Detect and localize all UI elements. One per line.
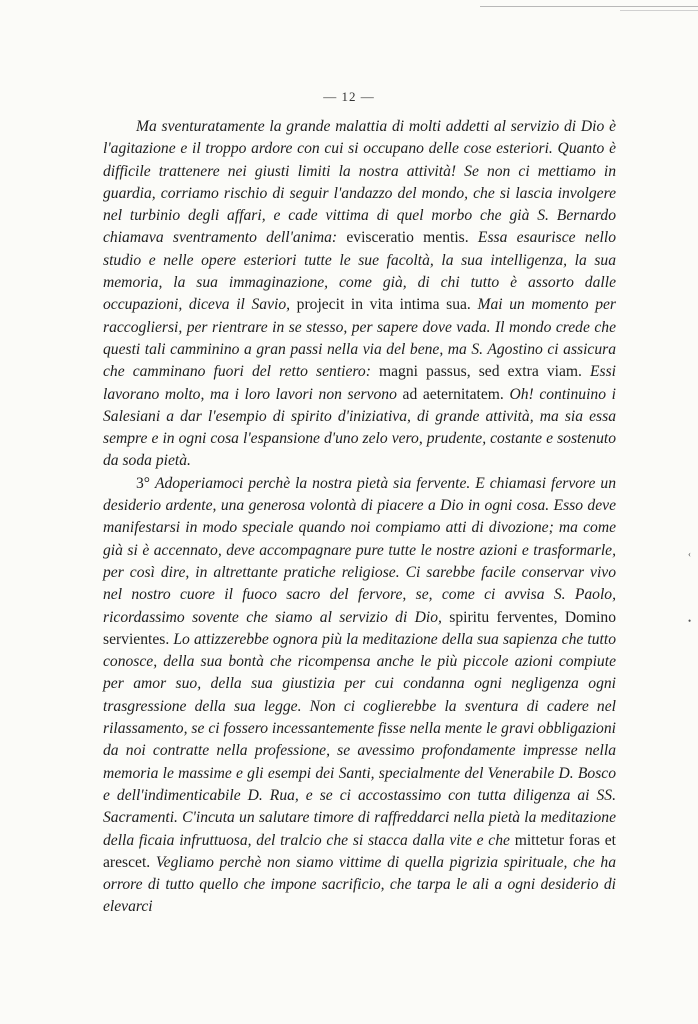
latin-quote: evisceratio mentis. (346, 229, 469, 247)
margin-speck: ‹ (688, 549, 691, 559)
body-text (103, 116, 616, 919)
paragraph (103, 116, 616, 473)
scan-edge-line (480, 6, 698, 9)
margin-speck: • (688, 616, 692, 626)
text-run: Oh! continuino i Salesiani a dar l'esempio di spirito d'iniziativa, di grande attività, ma sia essa sempre e in ogni cosa l'espansione d'uno zelo vero, prudente, costante e sostenuto da soda pietà. (103, 385, 616, 470)
text-run: Mai un momento per raccogliersi, per rientrare in se stesso, per sapere dove vada. Il mondo crede che questi tali camminino a gran passi nella via del bene, ma S. Agostino ci assicura che camminano fuori del retto sentiero: (103, 296, 616, 381)
latin-quote: projecit in vita intima sua. (296, 296, 471, 314)
scan-edge-line (620, 10, 698, 12)
item-number: 3° (136, 474, 155, 492)
text-run: Vegliamo perchè non siamo vittime di quella pigrizia spirituale, che ha orrore di tutto quello che impone sacrificio, che tarpa le ali a ogni desiderio di elevarci (103, 853, 616, 916)
text-run: Essi lavorano molto, ma i loro lavori non servono (103, 363, 616, 403)
text-run: Adoperiamoci perchè la nostra pietà sia fervente. E chiamasi fervore un desiderio ardente, una generosa volontà di piacere a Dio in ogni cosa. Esso deve manifestarsi in modo speciale quando noi compiamo atti di divozione; ma come già si è accennato, deve accompagnare pure tutte le nostre azioni e trasformarle, per così dire, in altrettante pratiche religiose. Ci sarebbe facile conservar vivo nel nostro cuore il fuoco sacro del fervore, se, come ci avvisa S. Paolo, ricordassimo sovente che siamo al servizio di Dio, (103, 474, 616, 626)
latin-quote: magni passus, sed extra viam. (378, 363, 582, 381)
paragraph (103, 473, 616, 919)
text-run: Lo attizzerebbe ognora più la meditazione della sua sapienza che tutto conosce, della sua bontà che ricompensa anche le più piccole azioni compiute per amor suo, della sua giustizia per cui condanna ogni negligenza ogni trasgressione della sua legge. Non ci coglierebbe la sventura di cadere nel rilassamento, se ci fossero incessantemente fisse nella mente le gravi obbligazioni da noi contratte nella professione, se avessimo profondamente impresse nella memoria le massime e gli esempi dei Santi, specialmente del Venerabile D. Bosco e dell'indimenticabile D. Rua, e se ci accostassimo con tutta diligenza ai SS. Sacramenti. C'incuta un salutare timore di raffreddarci nella pietà la meditazione della ficaia infruttuosa, del tralcio che si stacca dalla vite e che (103, 630, 616, 849)
page-number: — 12 — (323, 89, 375, 104)
text-run: Essa esaurisce nello studio e nelle opere esteriori tutte le sue facoltà, la sua intelligenza, la sua memoria, la sua immaginazione, come già, di chi tutto è assorto dalle occupazioni, diceva il Savio, (103, 229, 617, 314)
latin-quote: ad aeternitatem. (402, 385, 504, 403)
latin-quote: spiritu ferventes, Domino servientes. (103, 608, 616, 648)
latin-quote: mittetur foras et arescet. (103, 831, 616, 871)
text-run: Ma sventuratamente la grande malattia di molti addetti al servizio di Dio è l'agitazione e il troppo ardore con cui si occupano delle cose esteriori. Quanto è difficile trattenere nei giusti limiti la nostra attività! Se non ci mettiamo in guardia, corriamo rischio di seguir l'andazzo del mondo, che si lascia involgere nel turbinio degli affari, e cade vittima di quel morbo che già S. Bernardo chiamava sventramento dell'anima: (103, 118, 616, 247)
